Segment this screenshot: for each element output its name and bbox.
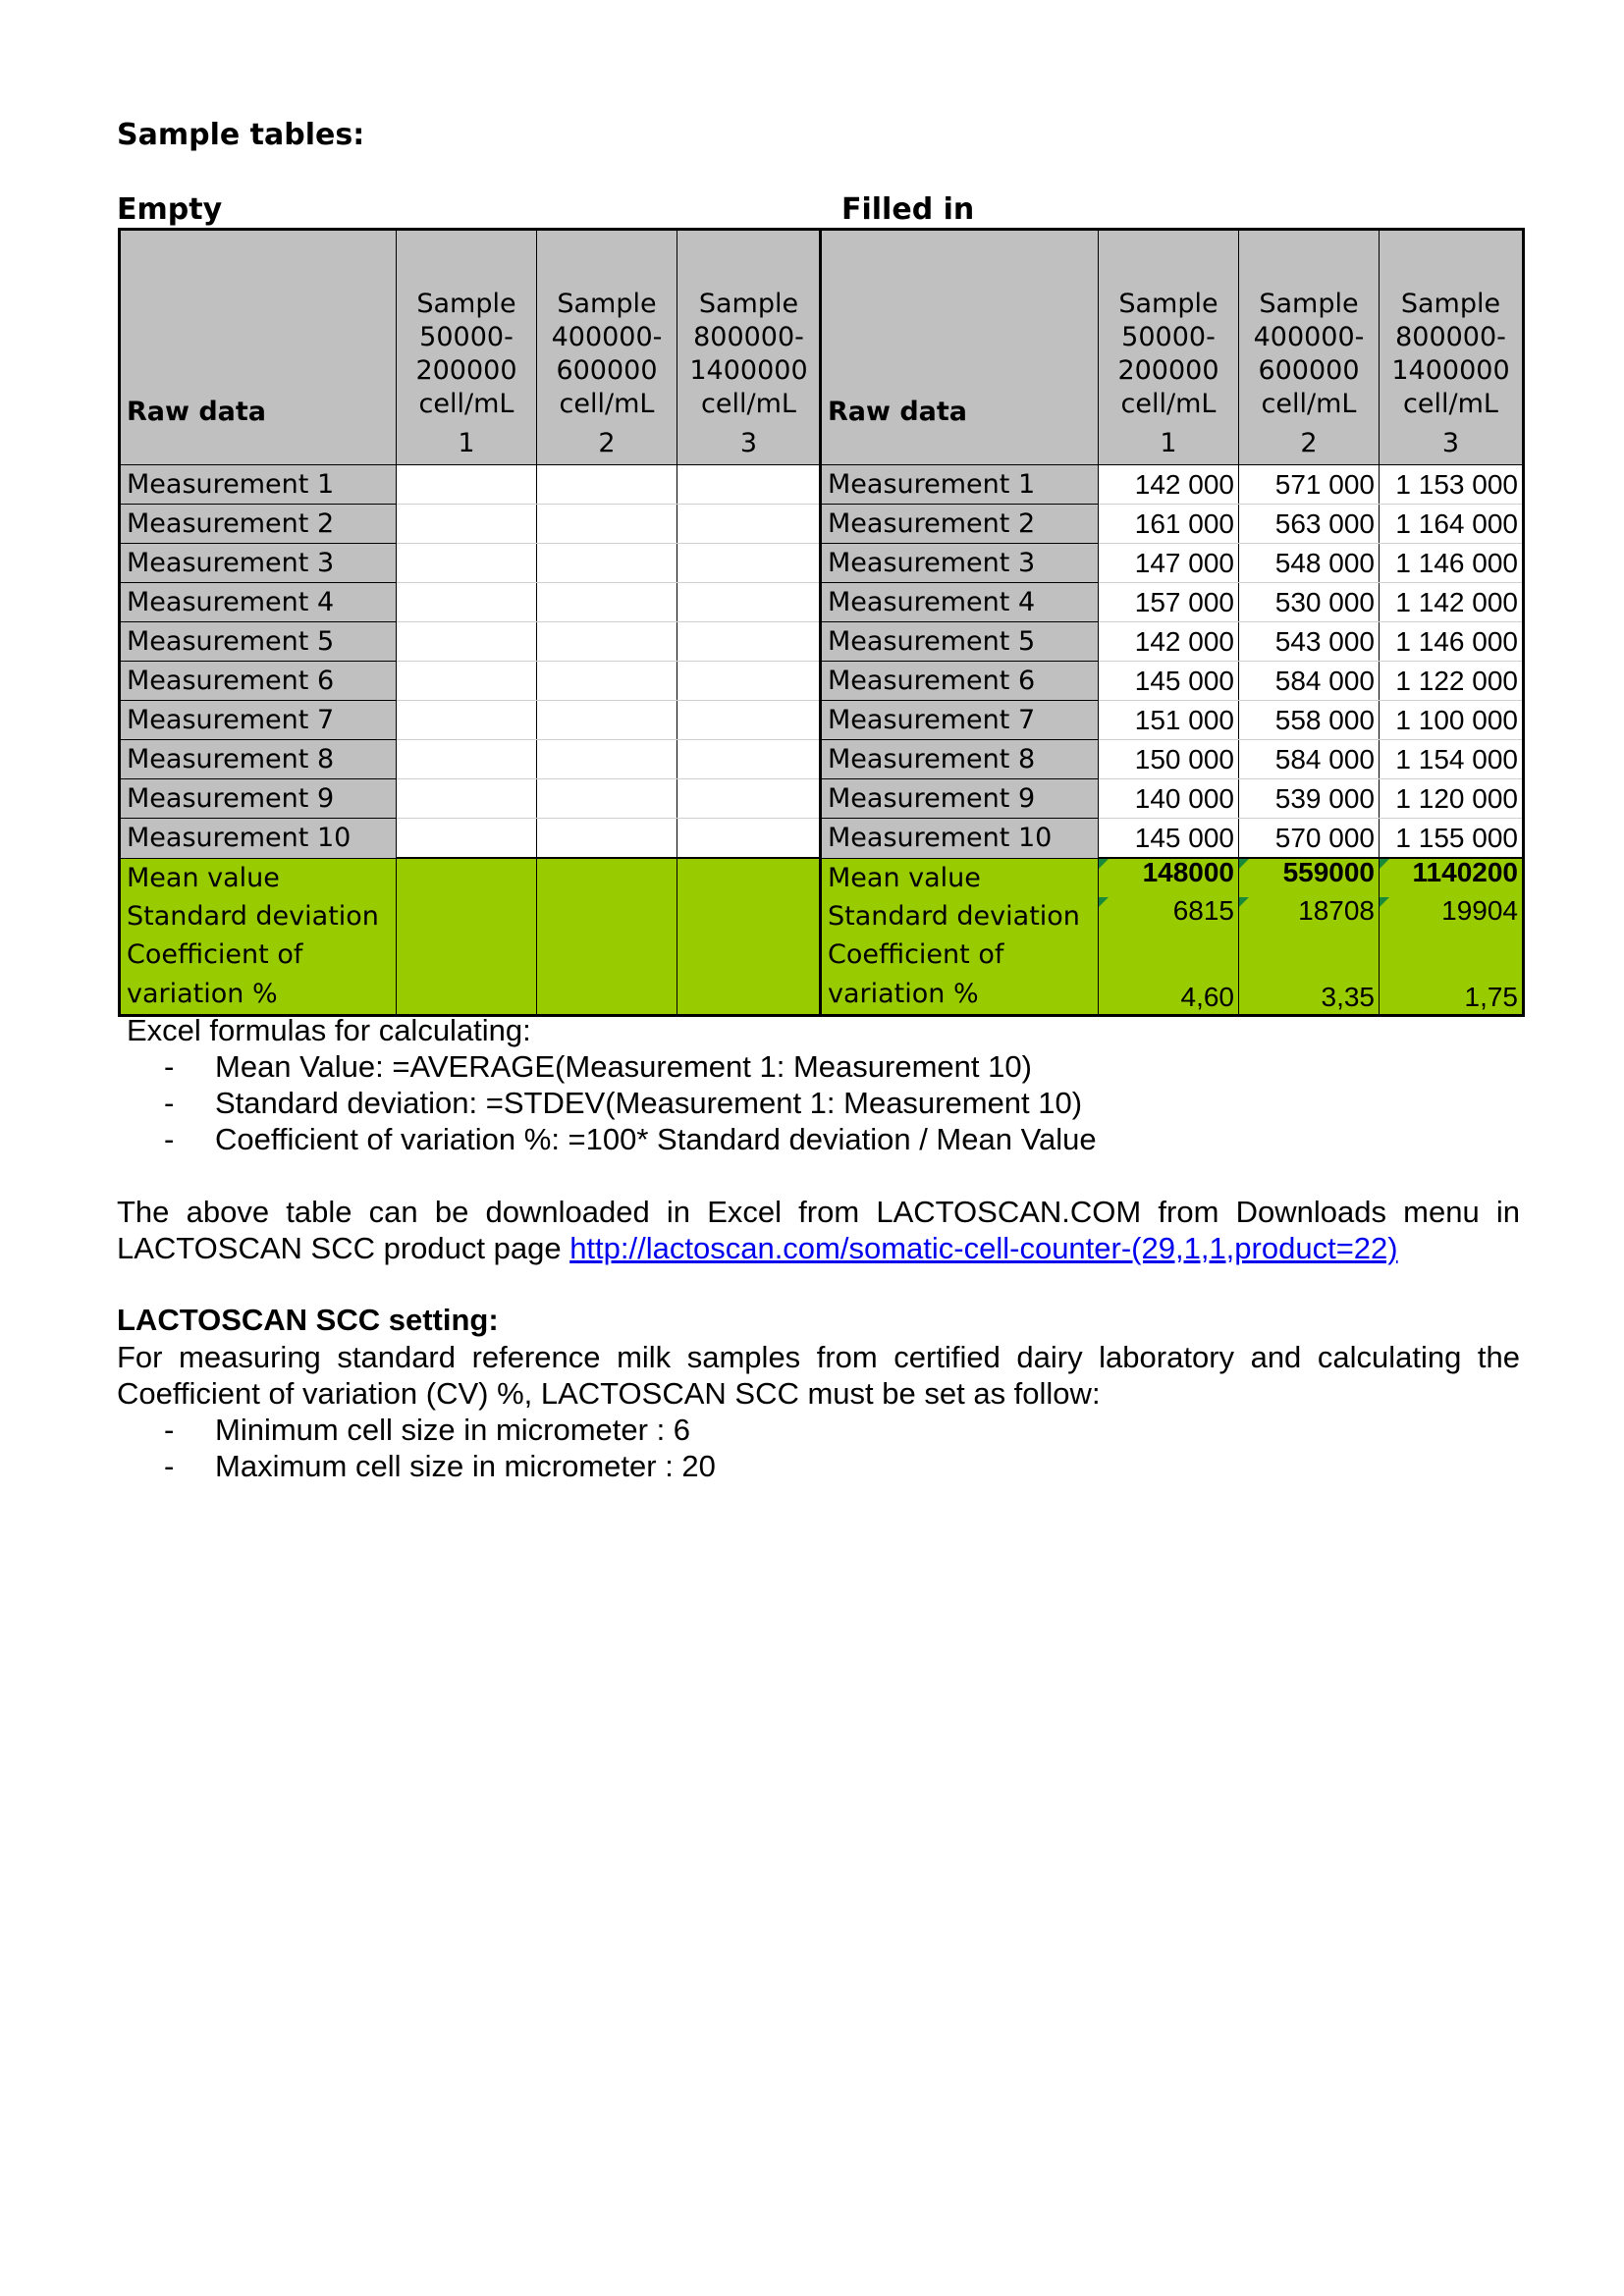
list-item: - Minimum cell size in micrometer : 6: [164, 1413, 691, 1447]
table-row: [120, 701, 822, 740]
row-label: Measurement 5: [120, 622, 397, 662]
empty-cell: [537, 622, 677, 662]
empty-cell: [677, 505, 822, 544]
std-label: Standard deviation: [821, 897, 1099, 935]
value-cell: 147 000: [1099, 544, 1239, 583]
row-label: Measurement 3: [120, 544, 397, 583]
row-label: Measurement 4: [120, 583, 397, 622]
mean-value-3: 1140200: [1380, 858, 1524, 897]
table-row: [821, 662, 1524, 701]
value-cell: 1 155 000: [1380, 819, 1524, 859]
table-row: [120, 622, 822, 662]
value-cell: 145 000: [1099, 662, 1239, 701]
value-cell: 539 000: [1239, 779, 1380, 819]
empty-cell: [677, 544, 822, 583]
table-row: [120, 465, 822, 505]
empty-cell: [537, 779, 677, 819]
formula-marker-icon: [1380, 897, 1389, 907]
table-row: [821, 505, 1524, 544]
empty-sample-table: [118, 228, 823, 1017]
stats-row: [821, 897, 1524, 935]
row-label: Measurement 2: [821, 505, 1099, 544]
value-cell: 142 000: [1099, 622, 1239, 662]
value-cell: 161 000: [1099, 505, 1239, 544]
row-label: Measurement 7: [120, 701, 397, 740]
value-cell: 1 146 000: [1380, 544, 1524, 583]
value-cell: 1 164 000: [1380, 505, 1524, 544]
stats-row: [120, 858, 822, 897]
std-label: Standard deviation: [120, 897, 397, 935]
table-row: [821, 465, 1524, 505]
stats-empty-cell: [397, 858, 537, 1015]
formula-marker-icon: [1380, 859, 1389, 869]
table-row: [120, 740, 822, 779]
empty-cell: [537, 662, 677, 701]
list-item: - Mean Value: =AVERAGE(Measurement 1: Measurement 10): [164, 1049, 1032, 1084]
table-row: [821, 544, 1524, 583]
product-page-link[interactable]: http://lactoscan.com/somatic-cell-counter-(29,1,1,product=22): [569, 1231, 1398, 1265]
filled-sample-table: [819, 228, 1525, 1017]
cv-label-line2: variation %: [120, 974, 397, 1016]
std-value-2: 18708: [1239, 897, 1380, 935]
table-row: [120, 779, 822, 819]
stats-empty-cell: [537, 858, 677, 1015]
formula-marker-icon: [1239, 859, 1249, 869]
value-cell: 1 100 000: [1380, 701, 1524, 740]
empty-cell: [677, 662, 822, 701]
value-cell: 1 153 000: [1380, 465, 1524, 505]
value-cell: 150 000: [1099, 740, 1239, 779]
empty-cell: [397, 505, 537, 544]
page-title: Sample tables:: [117, 118, 365, 152]
setting-line-2: Coefficient of variation (CV) %, LACTOSCAN SCC must be set as follow:: [117, 1376, 1101, 1411]
row-label: Measurement 10: [821, 819, 1099, 859]
empty-cell: [537, 505, 677, 544]
empty-cell: [397, 662, 537, 701]
table-row: [120, 505, 822, 544]
value-cell: 1 122 000: [1380, 662, 1524, 701]
value-cell: 140 000: [1099, 779, 1239, 819]
table-row: [120, 583, 822, 622]
value-cell: 543 000: [1239, 622, 1380, 662]
value-cell: 558 000: [1239, 701, 1380, 740]
mean-value-2: 559000: [1239, 858, 1380, 897]
empty-cell: [397, 583, 537, 622]
stats-empty-cell: [677, 858, 822, 1015]
cv-value-1: 4,60: [1099, 935, 1239, 1016]
empty-cell: [397, 544, 537, 583]
value-cell: 1 120 000: [1380, 779, 1524, 819]
cv-label-line1: Coefficient of: [821, 935, 1099, 974]
std-value-1: 6815: [1099, 897, 1239, 935]
setting-line-1: For measuring standard reference milk samples from certified dairy laboratory and calculating the: [117, 1340, 1520, 1374]
row-label: Measurement 3: [821, 544, 1099, 583]
table-row: [821, 583, 1524, 622]
value-cell: 142 000: [1099, 465, 1239, 505]
raw-data-header: Raw data: [821, 230, 1099, 465]
empty-cell: [537, 740, 677, 779]
list-item: - Standard deviation: =STDEV(Measurement 1: Measurement 10): [164, 1086, 1083, 1120]
value-cell: 563 000: [1239, 505, 1380, 544]
table-row: [821, 740, 1524, 779]
sample-2-header: Sample 400000- 600000 cell/mL 2: [1239, 230, 1380, 465]
value-cell: 1 154 000: [1380, 740, 1524, 779]
table-row: [120, 544, 822, 583]
row-label: Measurement 8: [120, 740, 397, 779]
sample-3-header: Sample 800000- 1400000 cell/mL 3: [677, 230, 822, 465]
mean-label: Mean value: [120, 858, 397, 897]
empty-cell: [537, 465, 677, 505]
empty-cell: [397, 622, 537, 662]
table-row: [120, 662, 822, 701]
value-cell: 571 000: [1239, 465, 1380, 505]
empty-cell: [677, 740, 822, 779]
formula-marker-icon: [1239, 897, 1249, 907]
download-line-1: The above table can be downloaded in Excel from LACTOSCAN.COM from Downloads menu in: [117, 1195, 1520, 1229]
empty-cell: [677, 701, 822, 740]
row-label: Measurement 5: [821, 622, 1099, 662]
value-cell: 145 000: [1099, 819, 1239, 859]
list-item: - Maximum cell size in micrometer : 20: [164, 1449, 716, 1483]
row-label: Measurement 9: [821, 779, 1099, 819]
sample-1-header: Sample 50000- 200000 cell/mL 1: [397, 230, 537, 465]
value-cell: 530 000: [1239, 583, 1380, 622]
empty-cell: [537, 819, 677, 859]
row-label: Measurement 7: [821, 701, 1099, 740]
empty-cell: [537, 544, 677, 583]
value-cell: 151 000: [1099, 701, 1239, 740]
row-label: Measurement 1: [120, 465, 397, 505]
stats-row: [821, 858, 1524, 897]
value-cell: 157 000: [1099, 583, 1239, 622]
empty-cell: [677, 819, 822, 859]
formula-marker-icon: [1099, 859, 1109, 869]
setting-heading: LACTOSCAN SCC setting:: [117, 1303, 499, 1337]
row-label: Measurement 4: [821, 583, 1099, 622]
cv-value-2: 3,35: [1239, 935, 1380, 1016]
empty-cell: [397, 740, 537, 779]
formulas-intro: Excel formulas for calculating:: [127, 1013, 531, 1047]
value-cell: 1 146 000: [1380, 622, 1524, 662]
value-cell: 584 000: [1239, 740, 1380, 779]
table-row: [120, 819, 822, 859]
value-cell: 570 000: [1239, 819, 1380, 859]
filled-table-label: Filled in: [841, 192, 975, 227]
row-label: Measurement 8: [821, 740, 1099, 779]
row-label: Measurement 6: [120, 662, 397, 701]
list-item: - Coefficient of variation %: =100* Standard deviation / Mean Value: [164, 1122, 1097, 1156]
formula-marker-icon: [1099, 897, 1109, 907]
empty-cell: [677, 583, 822, 622]
raw-data-header: Raw data: [120, 230, 397, 465]
table-row: [821, 819, 1524, 859]
table-row: [821, 779, 1524, 819]
empty-table-label: Empty: [117, 192, 223, 227]
table-row: [821, 701, 1524, 740]
table-row: [821, 622, 1524, 662]
stats-row: [821, 935, 1524, 974]
cv-label-line1: Coefficient of: [120, 935, 397, 974]
empty-cell: [397, 819, 537, 859]
std-value-3: 19904: [1380, 897, 1524, 935]
download-line-2: LACTOSCAN SCC product page http://lactoscan.com/somatic-cell-counter-(29,1,1,product=22): [117, 1231, 1398, 1265]
sample-1-header: Sample 50000- 200000 cell/mL 1: [1099, 230, 1239, 465]
cv-value-3: 1,75: [1380, 935, 1524, 1016]
row-label: Measurement 10: [120, 819, 397, 859]
mean-value-1: 148000: [1099, 858, 1239, 897]
row-label: Measurement 1: [821, 465, 1099, 505]
empty-cell: [677, 622, 822, 662]
empty-cell: [397, 701, 537, 740]
value-cell: 584 000: [1239, 662, 1380, 701]
empty-cell: [677, 465, 822, 505]
row-label: Measurement 6: [821, 662, 1099, 701]
sample-3-header: Sample 800000- 1400000 cell/mL 3: [1380, 230, 1524, 465]
row-label: Measurement 2: [120, 505, 397, 544]
value-cell: 1 142 000: [1380, 583, 1524, 622]
row-label: Measurement 9: [120, 779, 397, 819]
empty-cell: [677, 779, 822, 819]
value-cell: 548 000: [1239, 544, 1380, 583]
empty-cell: [537, 701, 677, 740]
empty-cell: [537, 583, 677, 622]
sample-2-header: Sample 400000- 600000 cell/mL 2: [537, 230, 677, 465]
empty-cell: [397, 465, 537, 505]
mean-label: Mean value: [821, 858, 1099, 897]
cv-label-line2: variation %: [821, 974, 1099, 1016]
empty-cell: [397, 779, 537, 819]
